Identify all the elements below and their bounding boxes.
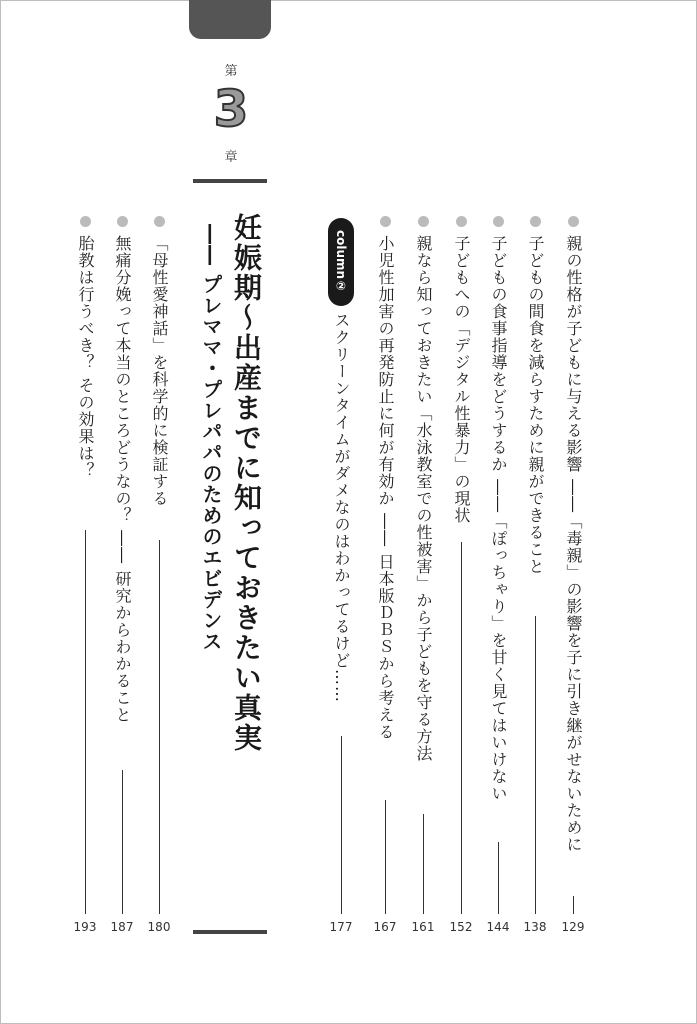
leader-line <box>498 842 499 914</box>
chapter-subtitle: ―― プレママ・プレパパのためのエビデンス <box>199 224 223 652</box>
entry-title: 「母性愛神話」を科学的に検証する <box>150 235 169 507</box>
top-rule <box>193 179 267 183</box>
page-number: 167 <box>373 920 397 934</box>
entry-title: 無痛分娩って本当のところどうなの？ ―― 研究からわかること <box>113 235 132 724</box>
bullet-icon <box>380 216 391 227</box>
bullet-icon <box>456 216 467 227</box>
chapter-number: 3 <box>213 80 249 138</box>
leader-line <box>385 800 386 914</box>
bullet-icon <box>530 216 541 227</box>
bullet-icon <box>80 216 91 227</box>
chapter-title: 妊娠期〜出産までに知っておきたい真実 <box>230 213 263 753</box>
page-number: 180 <box>147 920 171 934</box>
page-number: 193 <box>73 920 97 934</box>
leader-line <box>85 530 86 914</box>
toc-entry-152[interactable] <box>446 216 476 524</box>
chapter-prefix: 第 <box>224 64 238 79</box>
toc-entry-167[interactable] <box>370 216 400 740</box>
toc-entry-187[interactable] <box>107 216 137 723</box>
leader-line <box>461 542 462 914</box>
bullet-icon <box>493 216 504 227</box>
toc-entry-161[interactable] <box>408 216 438 762</box>
bullet-icon <box>154 216 165 227</box>
bottom-rule <box>193 930 267 934</box>
leader-line <box>573 896 574 914</box>
bullet-icon <box>418 216 429 227</box>
page-number: 129 <box>561 920 585 934</box>
page-number: 138 <box>523 920 547 934</box>
entry-title: 胎教は行うべき？ その効果は？ <box>76 235 95 480</box>
bullet-icon <box>568 216 579 227</box>
toc-entry-144[interactable] <box>483 216 513 802</box>
entry-title: 子どもへの「デジタル性暴力」の現状 <box>452 235 471 524</box>
entry-title: スクリーンタイムがダメなのはわかってるけど…… <box>332 312 351 703</box>
entry-title: 子どもの食事指導をどうするか ――「ぽっちゃり」を甘く見てはいけない <box>489 235 508 803</box>
page-number: 144 <box>486 920 510 934</box>
bullet-icon <box>117 216 128 227</box>
toc-entry-193[interactable] <box>70 216 100 479</box>
toc-entry-177[interactable] <box>326 312 356 703</box>
entry-title: 小児性加害の再発防止に何が有効か ―― 日本版ＤＢＳから考える <box>376 235 395 741</box>
chapter-suffix: 章 <box>224 150 238 165</box>
entry-title: 子どもの間食を減らすために親ができること <box>526 235 545 575</box>
column-badge: column② <box>328 218 354 306</box>
chapter-tab <box>189 0 271 39</box>
toc-entry-180[interactable] <box>144 216 174 507</box>
page-number: 161 <box>411 920 435 934</box>
toc-entry-138[interactable] <box>520 216 550 575</box>
entry-title: 親の性格が子どもに与える影響 ――「毒親」の影響を子に引き継がせないために <box>564 235 583 854</box>
page-number: 187 <box>110 920 134 934</box>
leader-line <box>535 616 536 914</box>
page-number: 177 <box>329 920 353 934</box>
leader-line <box>122 770 123 914</box>
leader-line <box>341 736 342 914</box>
entry-title: 親なら知っておきたい「水泳教室での性被害」から子どもを守る方法 <box>414 235 433 762</box>
leader-line <box>159 540 160 914</box>
page-number: 152 <box>449 920 473 934</box>
leader-line <box>423 814 424 914</box>
toc-entry-129[interactable] <box>558 216 588 853</box>
